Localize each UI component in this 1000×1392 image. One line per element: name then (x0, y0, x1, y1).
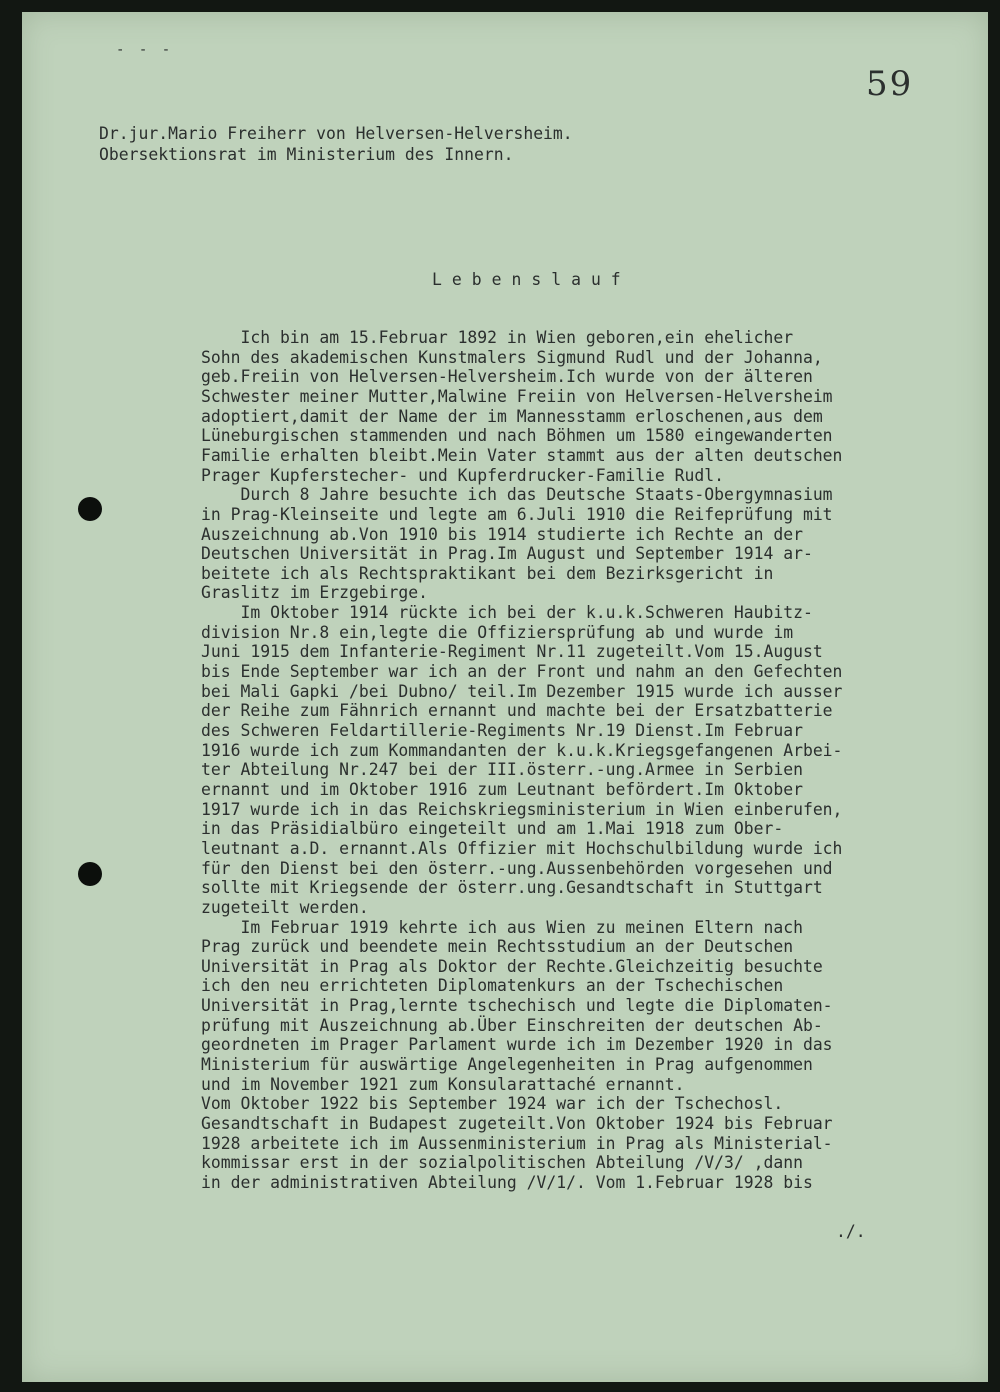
body-line: Im Oktober 1914 rückte ich bei der k.u.k.Schweren Haubitz- (201, 603, 813, 623)
body-line: Familie erhalten bleibt.Mein Vater stammt aus der alten deutschen (201, 445, 843, 465)
body-line: adoptiert,damit der Name der im Mannesstamm erloschenen,aus dem (201, 406, 823, 426)
body-line: Universität in Prag als Doktor der Rechte.Gleichzeitig besuchte (201, 956, 823, 976)
body-line: kommissar erst in der sozialpolitischen Abteilung /V/3/ ,dann (201, 1153, 803, 1173)
body-line: ich den neu errichteten Diplomatenkurs an der Tschechischen (201, 976, 784, 996)
body-line: Schwester meiner Mutter,Malwine Freiin von Helversen-Helversheim (201, 386, 833, 406)
body-line: 1928 arbeitete ich im Aussenministerium in Prag als Ministerial- (201, 1133, 833, 1153)
body-line: ter Abteilung Nr.247 bei der III.österr.-ung.Armee in Serbien (201, 760, 803, 780)
body-line: in der administrativen Abteilung /V/1/. Vom 1.Februar 1928 bis (201, 1172, 813, 1192)
body-line: Ich bin am 15.Februar 1892 in Wien geboren,ein ehelicher (201, 328, 794, 347)
document-title: Lebenslauf (432, 270, 631, 289)
body-line: beitete ich als Rechtspraktikant bei dem Bezirksgericht in (201, 563, 774, 583)
author-position: Obersektionsrat im Ministerium des Innern. (99, 145, 514, 164)
body-line: geb.Freiin von Helversen-Helversheim.Ich wurde von der älteren (201, 367, 813, 387)
body-line: prüfung mit Auszeichnung ab.Über Einschreiten der deutschen Ab- (201, 1015, 823, 1035)
body-line: Ministerium für auswärtige Angelegenheiten in Prag aufgenommen (201, 1055, 813, 1075)
punch-hole-lower (78, 862, 102, 886)
author-name: Dr.jur.Mario Freiherr von Helversen-Helversheim. (99, 124, 573, 143)
body-line: Sohn des akademischen Kunstmalers Sigmund Rudl und der Johanna, (201, 347, 823, 367)
header-marks: - - - (116, 42, 174, 58)
body-line: für den Dienst bei den österr.-ung.Aussenbehörden vorgesehen und (201, 858, 833, 878)
body-line: sollte mit Kriegsende der österr.ung.Gesandtschaft in Stuttgart (201, 878, 823, 898)
body-line: Lüneburgischen stammenden und nach Böhmen um 1580 eingewanderten (201, 426, 833, 446)
body-line: Prager Kupferstecher- und Kupferdrucker-Familie Rudl. (201, 465, 725, 485)
body-line: division Nr.8 ein,legte die Offiziersprüfung ab und wurde im (201, 622, 794, 642)
body-line: Vom Oktober 1922 bis September 1924 war ich der Tschechosl. (201, 1094, 784, 1114)
body-line: Universität in Prag,lernte tschechisch und legte die Diplomaten- (201, 996, 833, 1016)
body-line: bei Mali Gapki /bei Dubno/ teil.Im Dezember 1915 wurde ich ausser (201, 681, 843, 701)
body-line: geordneten im Prager Parlament wurde ich im Dezember 1920 in das (201, 1035, 833, 1055)
body-line: Gesandtschaft in Budapest zugeteilt.Von Oktober 1924 bis Februar (201, 1114, 833, 1133)
body-line: und im November 1921 zum Konsularattaché ernannt. (201, 1074, 685, 1094)
body-line: 1917 wurde ich in das Reichskriegsministerium in Wien einberufen, (201, 799, 843, 819)
body-line: Juni 1915 dem Infanterie-Regiment Nr.11 zugeteilt.Vom 15.August (201, 642, 823, 662)
body-line: des Schweren Feldartillerie-Regiments Nr.19 Dienst.Im Februar (201, 721, 803, 740)
page-number: 59 (866, 64, 914, 104)
body-line: bis Ende September war ich an der Front und nahm an den Gefechten (201, 662, 843, 682)
body-line: der Reihe zum Fähnrich ernannt und machte bei der Ersatzbatterie (201, 701, 833, 721)
body-line: in das Präsidialbüro eingeteilt und am 1.Mai 1918 zum Ober- (201, 819, 784, 839)
body-line: Prag zurück und beendete mein Rechtsstudium an der Deutschen (201, 937, 794, 957)
body-line: Durch 8 Jahre besuchte ich das Deutsche Staats-Obergymnasium (201, 485, 833, 505)
body-line: in Prag-Kleinseite und legte am 6.Juli 1910 die Reifeprüfung mit (201, 504, 833, 524)
body-line: leutnant a.D. ernannt.Als Offizier mit Hochschulbildung wurde ich (201, 838, 843, 858)
body-line: Im Februar 1919 kehrte ich aus Wien zu meinen Eltern nach (201, 917, 803, 937)
punch-hole-upper (78, 497, 102, 521)
body-line: Graslitz im Erzgebirge. (201, 583, 428, 603)
body-line: 1916 wurde ich zum Kommandanten der k.u.k.Kriegsgefangenen Arbei- (201, 740, 843, 760)
continuation-mark: ./. (836, 1222, 866, 1241)
body-line: Auszeichnung ab.Von 1910 bis 1914 studierte ich Rechte an der (201, 524, 803, 544)
body-line: ernannt und im Oktober 1916 zum Leutnant befördert.Im Oktober (201, 779, 803, 799)
body-line: Deutschen Universität in Prag.Im August und September 1914 ar- (201, 544, 813, 564)
body-line: zugeteilt werden. (201, 897, 369, 917)
